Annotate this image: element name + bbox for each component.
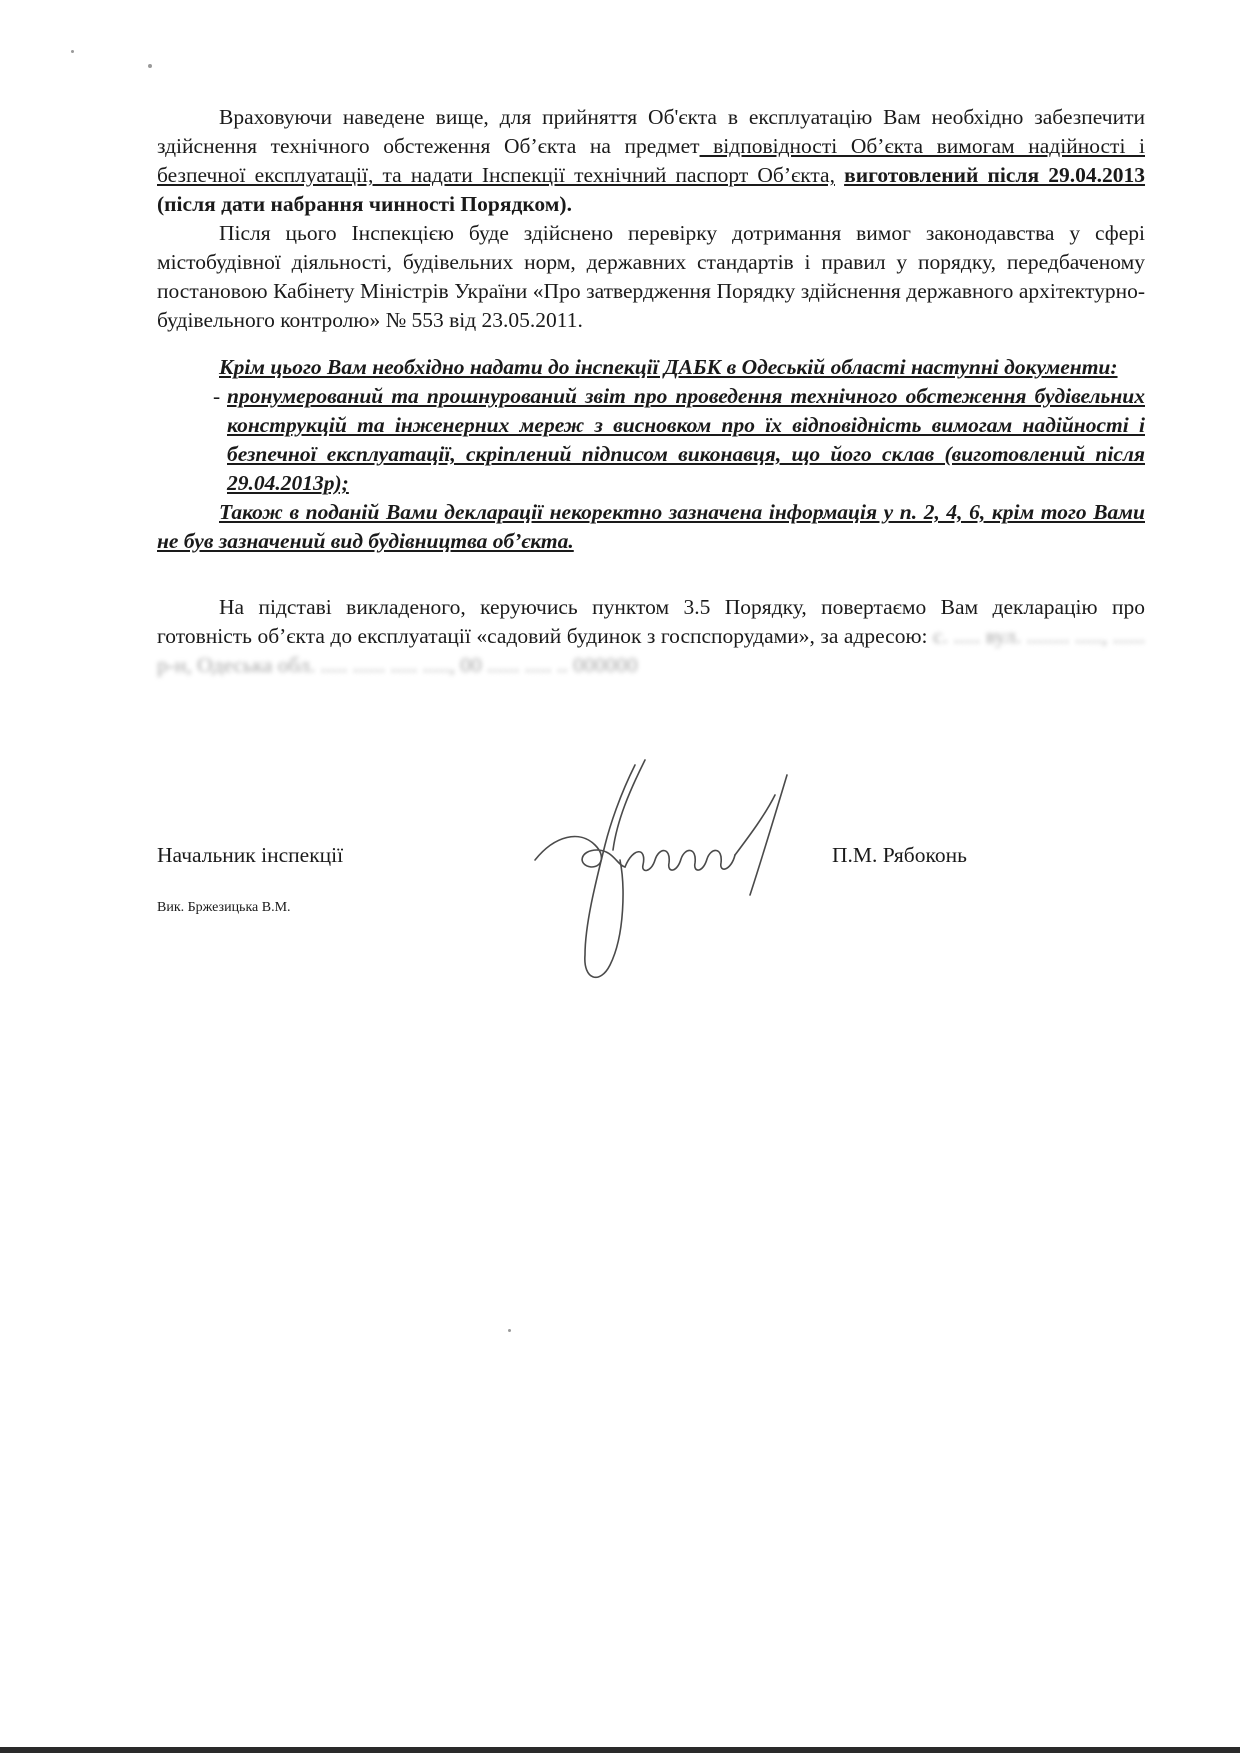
executor-name: Вик. Бржезицька В.М. (157, 900, 291, 915)
required-doc-report: пронумерований та прошнурований звіт про проведення технічного обстеження будівельних конструкцій та інженерних мереж з висновком про їх відповідність вимогам надійності і безпечної експлуатації, скріплений підписом виконавця, що його склав (виготовлений після 29.04.2013р); (227, 384, 1145, 495)
declaration-errors-note: Також в поданій Вами декларації некоректно зазначена інформація у п. 2, 4, 6, крім того Вами не був зазначений вид будівництва об’єкта. (157, 500, 1145, 553)
para1-bold-note: (після дати набрання чинності Порядком). (157, 192, 572, 216)
required-docs-heading: Крім цього Вам необхідно надати до інспекції ДАБК в Одеській області наступні документи: (219, 355, 1118, 379)
redacted-address: с. ..... вул. ........ ....., ...... р-н, Одеська обл. ..... ...... ..... ....., 00 ...... ..... .. 000000 (157, 624, 1145, 677)
scan-speck (508, 1329, 511, 1332)
para1-underlined: відповідності Об’єкта вимогам надійності і безпечної експлуатації, та надати Інспекції технічний паспорт Об’єкта, (157, 134, 1145, 187)
paragraph-return-declaration (157, 593, 1145, 680)
signatory-position: Начальник інспекції (157, 843, 344, 867)
scan-speck (71, 50, 74, 53)
handwritten-signature (525, 755, 815, 995)
list-dash: - (213, 384, 221, 408)
scan-speck (148, 64, 152, 68)
para1-text: Враховуючи наведене вище, для прийняття Об'єкта в експлуатацію Вам необхідно забезпечити здійснення технічного обстеження Об’єкта на предмет (157, 105, 1145, 158)
list-item (157, 382, 1145, 498)
paragraph-inspection: Після цього Інспекцією буде здійснено перевірку дотримання вимог законодавства у сфері містобудівної діяльності, будівельних норм, державних стандартів і правил у порядку, передбаченому постановою Кабінету Міністрів України «Про затвердження Порядку здійснення державного архітектурно-будівельного контролю» № 553 від 23.05.2011. (157, 221, 1145, 332)
return-declaration-text: На підставі викладеного, керуючись пунктом 3.5 Порядку, повертаємо Вам декларацію про готовність об’єкта до експлуатації «садовий будинок з госпспорудами», за адресою: (157, 595, 1145, 648)
paragraph-technical-survey (157, 103, 1145, 335)
section-required-documents (157, 353, 1145, 556)
signatory-name: П.М. Рябоконь (832, 843, 967, 867)
scan-bottom-edge (0, 1747, 1240, 1753)
para1-bold-date: виготовлений після 29.04.2013 (844, 163, 1146, 187)
